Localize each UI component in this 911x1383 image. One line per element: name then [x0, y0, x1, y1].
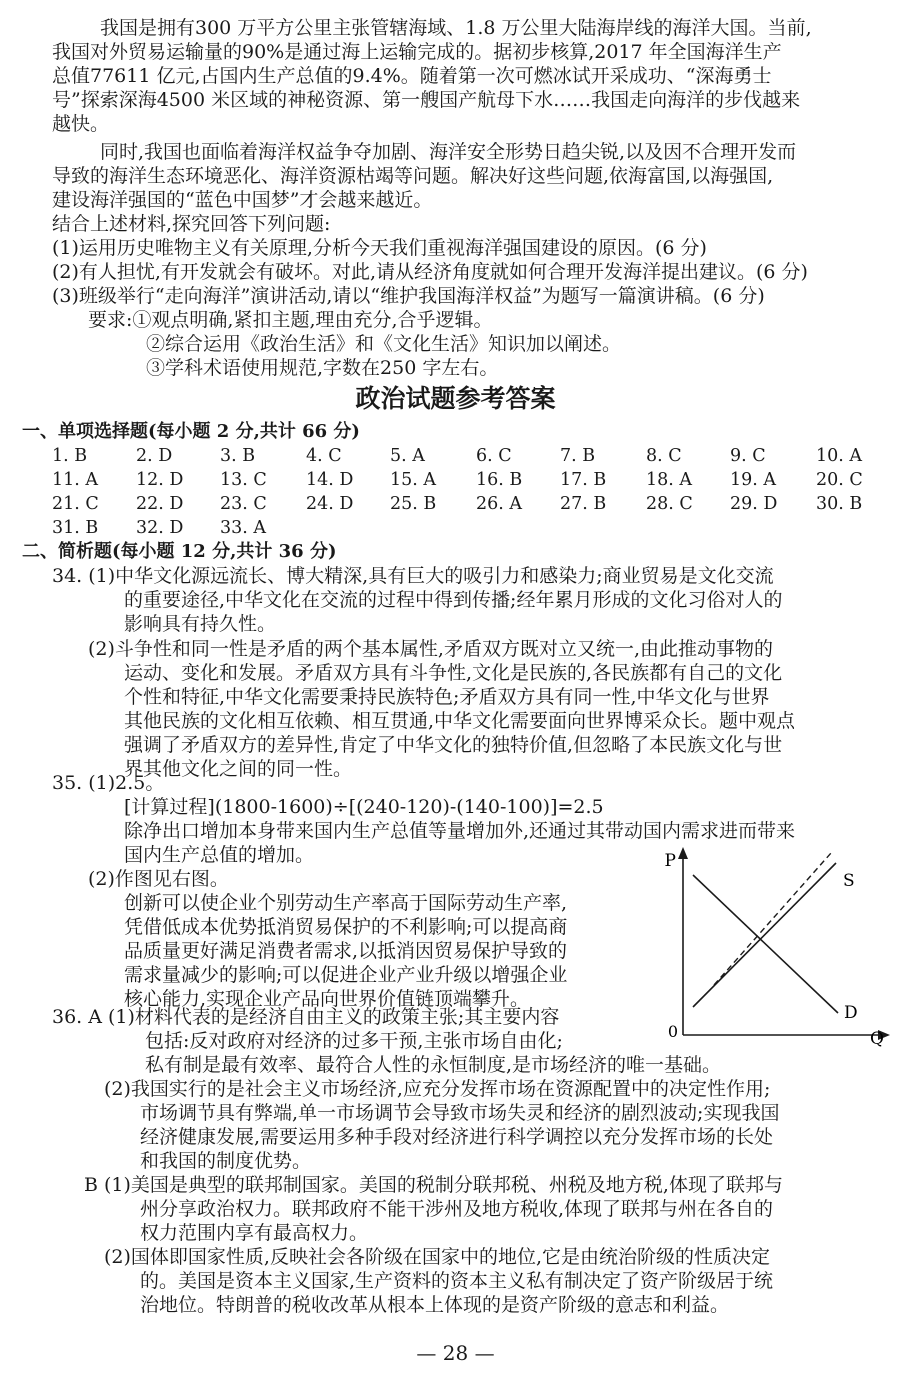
- s-label: S: [843, 871, 855, 891]
- section2-heading: 二、简析题(每小题 12 分,共计 36 分): [22, 541, 337, 562]
- answer-line: 权力范围内享有最高权力。: [140, 1222, 369, 1244]
- answer-cell: 31. B: [52, 518, 99, 538]
- p-axis-arrow: [678, 847, 688, 859]
- answer-line: 影响具有持久性。: [124, 613, 277, 635]
- answer-cell: 14. D: [306, 470, 354, 490]
- answer-cell: 5. A: [390, 446, 425, 466]
- question-intro: 结合上述材料,探究回答下列问题:: [52, 213, 331, 235]
- answer-line: [计算过程](1800-1600)÷[(240-120)-(140-100)]=2.5: [124, 796, 604, 818]
- answer-cell: 9. C: [730, 446, 766, 466]
- answer-line: 的重要途径,中华文化在交流的过程中得到传播;经年累月形成的文化习俗对人的: [124, 589, 783, 611]
- answer-line: 的。美国是资本主义国家,生产资料的资本主义私有制决定了资产阶级居于统: [140, 1270, 774, 1292]
- answer-cell: 33. A: [220, 518, 267, 538]
- answer-line: 市场调节具有弊端,单一市场调节会导致市场失灵和经济的剧烈波动;实现我国: [140, 1102, 780, 1124]
- answer-cell: 28. C: [646, 494, 693, 514]
- answer-cell: 29. D: [730, 494, 778, 514]
- answer-cell: 13. C: [220, 470, 267, 490]
- material-line: 越快。: [52, 113, 110, 135]
- material-line: 我国对外贸易运输量的90%是通过海上运输完成的。据初步核算,2017 年全国海洋生产: [52, 41, 782, 63]
- answer-line: 核心能力,实现企业产品向世界价值链顶端攀升。: [124, 988, 530, 1010]
- answer-line: B (1)美国是典型的联邦制国家。美国的税制分联邦税、州税及地方税,体现了联邦与: [84, 1174, 783, 1196]
- question-1: (1)运用历史唯物主义有关原理,分析今天我们重视海洋强国建设的原因。(6 分): [52, 237, 707, 259]
- answer-line: 品质量更好满足消费者需求,以抵消因贸易保护导致的: [124, 940, 568, 962]
- answer-line: 运动、变化和发展。矛盾双方具有斗争性,文化是民族的,各民族都有自己的文化: [124, 662, 783, 684]
- answer-cell: 6. C: [476, 446, 512, 466]
- shifted-supply-curve: [714, 853, 831, 985]
- question-2: (2)有人担忧,有开发就会有破坏。对此,请从经济角度就如何合理开发海洋提出建议。(6 分): [52, 261, 808, 283]
- d-label: D: [844, 1003, 858, 1023]
- requirement-1: 要求:①观点明确,紧扣主题,理由充分,合乎逻辑。: [88, 309, 493, 331]
- answer-title: 政治试题参考答案: [355, 384, 556, 413]
- material-line: 建设海洋强国的“蓝色中国梦”才会越来越近。: [52, 189, 433, 211]
- answer-line: 34. (1)中华文化源远流长、博大精深,具有巨大的吸引力和感染力;商业贸易是文化交流: [52, 565, 774, 587]
- answer-cell: 18. A: [646, 470, 693, 490]
- requirement-3: ③学科术语使用规范,字数在250 字左右。: [146, 357, 499, 379]
- answer-cell: 30. B: [816, 494, 863, 514]
- material-line: 总值77611 亿元,占国内生产总值的9.4%。随着第一次可燃冰试开采成功、“深海勇士: [52, 65, 772, 87]
- answer-line: 创新可以使企业个别劳动生产率高于国际劳动生产率,: [124, 892, 568, 914]
- answer-cell: 16. B: [476, 470, 523, 490]
- answer-line: 强调了矛盾双方的差异性,肯定了中华文化的独特价值,但忽略了本民族文化与世: [124, 734, 783, 756]
- material-line: 号”探索深海4500 米区域的神秘资源、第一艘国产航母下水……我国走向海洋的步伐越来: [52, 89, 801, 111]
- answer-cell: 10. A: [816, 446, 863, 466]
- answer-line: 35. (1)2.5。: [52, 772, 165, 794]
- answer-line: 治地位。特朗普的税收改革从根本上体现的是资产阶级的意志和利益。: [140, 1294, 730, 1316]
- question-3: (3)班级举行“走向海洋”演讲活动,请以“维护我国海洋权益”为题写一篇演讲稿。(6 分): [52, 285, 765, 307]
- answer-line: (2)我国实行的是社会主义市场经济,应充分发挥市场在资源配置中的决定性作用;: [104, 1078, 771, 1100]
- answer-cell: 20. C: [816, 470, 863, 490]
- answer-cell: 3. B: [220, 446, 256, 466]
- answer-line: 其他民族的文化相互依赖、相互贯通,中华文化需要面向世界博采众长。题中观点: [124, 710, 796, 732]
- answer-line: 和我国的制度优势。: [140, 1150, 312, 1172]
- answer-line: 州分享政治权力。联邦政府不能干涉州及地方税收,体现了联邦与州在各自的: [140, 1198, 774, 1220]
- answer-line: 私有制是最有效率、最符合人性的永恒制度,是市场经济的唯一基础。: [145, 1054, 722, 1076]
- answer-line: 国内生产总值的增加。: [124, 844, 315, 866]
- answer-cell: 21. C: [52, 494, 99, 514]
- answer-cell: 1. B: [52, 446, 88, 466]
- answer-cell: 25. B: [390, 494, 437, 514]
- answer-line: 界其他文化之间的同一性。: [124, 758, 353, 780]
- answer-cell: 11. A: [52, 470, 99, 490]
- page-number: — 28 —: [416, 1341, 495, 1365]
- answer-cell: 24. D: [306, 494, 354, 514]
- material-line: 同时,我国也面临着海洋权益争夺加剧、海洋安全形势日趋尖锐,以及因不合理开发而: [100, 141, 797, 163]
- answer-cell: 4. C: [306, 446, 342, 466]
- answer-cell: 2. D: [136, 446, 173, 466]
- supply-curve: [693, 863, 836, 1007]
- answer-cell: 7. B: [560, 446, 596, 466]
- answer-line: 个性和特征,中华文化需要秉持民族特色;矛盾双方具有同一性,中华文化与世界: [124, 686, 770, 708]
- answer-cell: 17. B: [560, 470, 607, 490]
- answer-cell: 32. D: [136, 518, 184, 538]
- answer-line: (2)国体即国家性质,反映社会各阶级在国家中的地位,它是由统治阶级的性质决定: [104, 1246, 770, 1268]
- answer-line: 凭借低成本优势抵消贸易保护的不利影响;可以提高商: [124, 916, 568, 938]
- answer-cell: 26. A: [476, 494, 523, 514]
- answer-cell: 15. A: [390, 470, 437, 490]
- demand-curve: [693, 875, 838, 1013]
- material-line: 导致的海洋生态环境恶化、海洋资源枯竭等问题。解决好这些问题,依海富国,以海强国,: [52, 165, 774, 187]
- answer-cell: 19. A: [730, 470, 777, 490]
- p-label: P: [664, 851, 676, 871]
- answer-line: 需求量减少的影响;可以促进企业产业升级以增强企业: [124, 964, 568, 986]
- q-label: Q: [870, 1029, 884, 1049]
- answer-line: 包括:反对政府对经济的过多干预,主张市场自由化;: [145, 1030, 563, 1052]
- answer-cell: 22. D: [136, 494, 184, 514]
- section1-heading: 一、单项选择题(每小题 2 分,共计 66 分): [22, 421, 360, 442]
- material-line: 我国是拥有300 万平方公里主张管辖海域、1.8 万公里大陆海岸线的海洋大国。当前,: [100, 17, 812, 39]
- answer-cell: 27. B: [560, 494, 607, 514]
- requirement-2: ②综合运用《政治生活》和《文化生活》知识加以阐述。: [146, 333, 622, 355]
- supply-demand-diagram: [656, 845, 896, 1055]
- answer-line: (2)斗争性和同一性是矛盾的两个基本属性,矛盾双方既对立又统一,由此推动事物的: [88, 638, 773, 660]
- answer-cell: 23. C: [220, 494, 267, 514]
- answer-line: (2)作图见右图。: [88, 868, 229, 890]
- answer-cell: 12. D: [136, 470, 184, 490]
- answer-line: 36. A (1)材料代表的是经济自由主义的政策主张;其主要内容: [52, 1006, 560, 1028]
- origin-label: 0: [667, 1022, 678, 1041]
- answer-line: 经济健康发展,需要运用多种手段对经济进行科学调控以充分发挥市场的长处: [140, 1126, 774, 1148]
- answer-cell: 8. C: [646, 446, 682, 466]
- answer-line: 除净出口增加本身带来国内生产总值等量增加外,还通过其带动国内需求进而带来: [124, 820, 796, 842]
